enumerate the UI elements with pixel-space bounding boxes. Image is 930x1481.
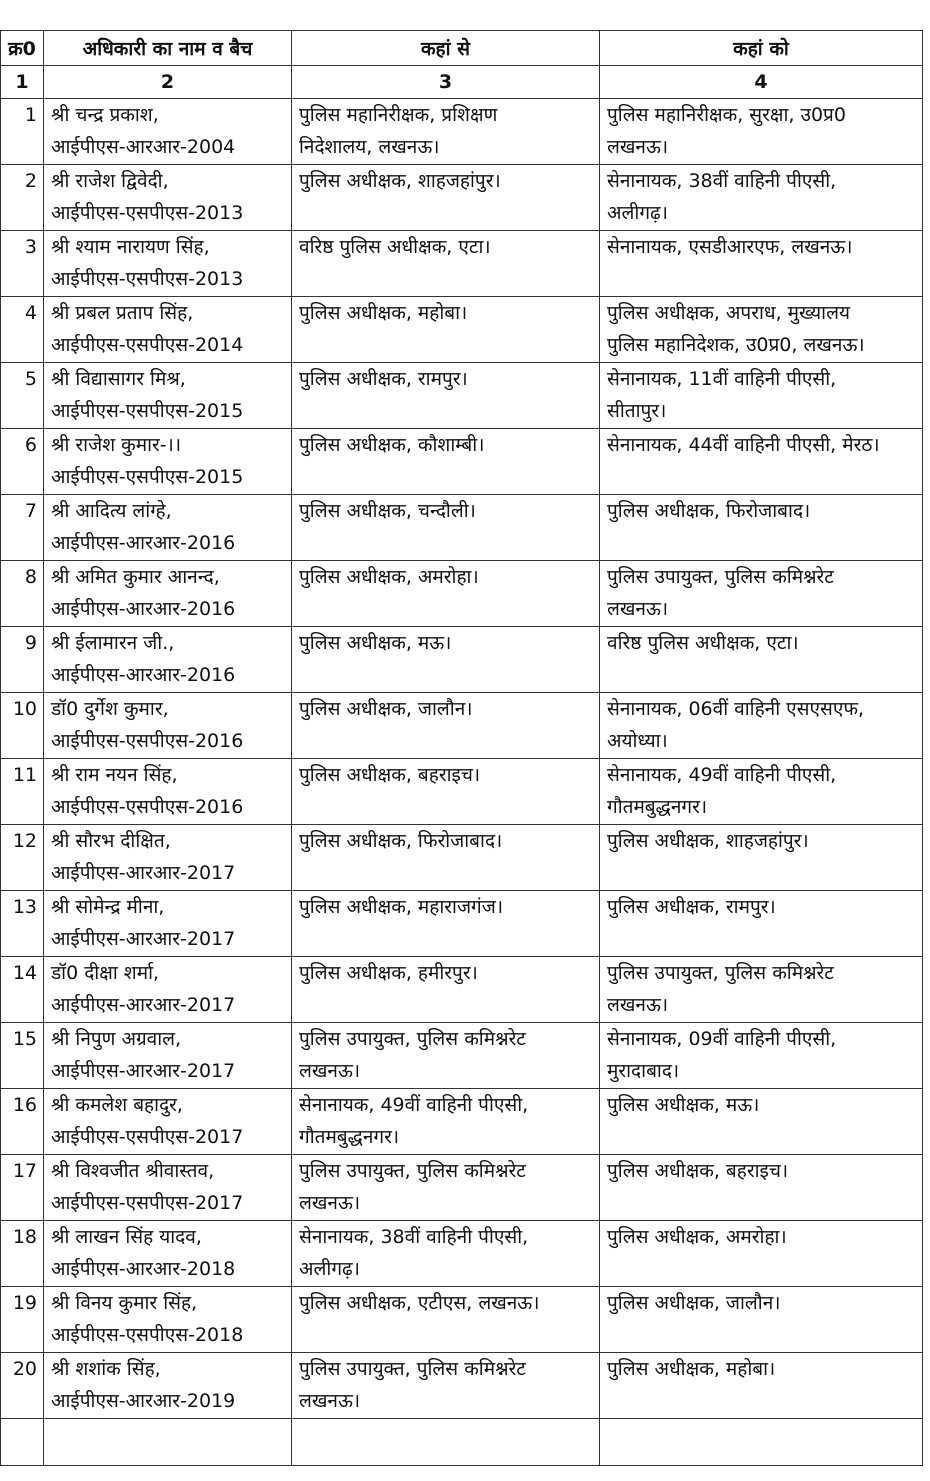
posted-from-cell (292, 165, 600, 231)
officer-name-line: श्री चन्द्र प्रकाश, (51, 104, 159, 126)
officer-name-line: आईपीएस-आरआर-2004 (51, 136, 236, 158)
officer-name-line: श्री राजेश कुमार-।। (51, 434, 182, 456)
posted-to-cell (600, 891, 923, 957)
posted-to-line: सेनानायक, 06वीं वाहिनी एसएसएफ, (607, 698, 865, 720)
posted-to-cell (600, 363, 923, 429)
table-row (1, 495, 923, 561)
officer-name-line: श्री अमित कुमार आनन्द, (51, 566, 220, 588)
posted-to-cell (600, 429, 923, 495)
posted-from-line: पुलिस अधीक्षक, चन्दौली। (299, 500, 476, 522)
posted-from-cell (292, 429, 600, 495)
serial-cell (1, 231, 44, 297)
column-index: 2 (44, 66, 292, 99)
posted-to-cell (600, 297, 923, 363)
officer-name-cell (44, 429, 292, 495)
posted-from-cell (292, 759, 600, 825)
serial-number: 11 (12, 764, 37, 786)
posted-from-line: वरिष्ठ पुलिस अधीक्षक, एटा। (299, 236, 491, 258)
posted-to-cell (600, 99, 923, 165)
officer-name-line: श्री निपुण अग्रवाल, (51, 1028, 182, 1050)
serial-cell (1, 627, 44, 693)
serial-number: 20 (12, 1358, 37, 1380)
posted-from-cell (292, 957, 600, 1023)
officer-name-line: आईपीएस-एसपीएस-2014 (51, 334, 244, 356)
posted-to-cell (600, 759, 923, 825)
posted-from-line (299, 263, 599, 295)
posted-to-cell (600, 561, 923, 627)
officer-name-line: आईपीएस-एसपीएस-2013 (51, 202, 244, 224)
posted-to-line (607, 659, 922, 691)
posted-from-line: पुलिस अधीक्षक, शाहजहांपुर। (299, 170, 501, 192)
posted-from-line: लखनऊ। (299, 1060, 361, 1082)
serial-cell (1, 693, 44, 759)
posted-to-line: पुलिस अधीक्षक, अपराध, मुख्यालय (607, 302, 850, 324)
table-row (1, 825, 923, 891)
posted-from-line (299, 989, 599, 1021)
posted-from-cell (292, 627, 600, 693)
officer-name-line: श्री राम नयन सिंह, (51, 764, 178, 786)
officer-name-line: आईपीएस-आरआर-2016 (51, 664, 236, 686)
posted-to-cell (600, 693, 923, 759)
column-index: 4 (600, 66, 923, 99)
posted-to-line: सेनानायक, 38वीं वाहिनी पीएसी, (607, 170, 837, 192)
officer-name-line: आईपीएस-एसपीएस-2016 (51, 730, 244, 752)
posted-from-line (299, 593, 599, 625)
posted-from-line (299, 197, 599, 229)
table-row (1, 561, 923, 627)
officer-name-line: श्री शशांक सिंह, (51, 1358, 161, 1380)
officer-name-line: श्री सौरभ दीक्षित, (51, 830, 171, 852)
officer-name-cell (44, 627, 292, 693)
table-row (1, 429, 923, 495)
officer-name-cell (44, 1287, 292, 1353)
serial-number: 10 (12, 698, 37, 720)
posted-to-line: मुरादाबाद। (607, 1060, 680, 1082)
posted-from-cell (292, 363, 600, 429)
posted-to-line (607, 1121, 922, 1153)
posted-from-line: पुलिस अधीक्षक, फिरोजाबाद। (299, 830, 503, 852)
posted-from-cell (292, 1023, 600, 1089)
posted-to-line: लखनऊ। (607, 994, 669, 1016)
posted-to-line: सेनानायक, 44वीं वाहिनी पीएसी, मेरठ। (607, 434, 880, 456)
posted-to-line: अयोध्या। (607, 730, 668, 752)
officer-name-cell (44, 99, 292, 165)
posted-to-cell (600, 825, 923, 891)
officer-name-cell (44, 231, 292, 297)
officer-name-cell (44, 1089, 292, 1155)
serial-number: 14 (12, 962, 37, 984)
posted-from-line: पुलिस अधीक्षक, कौशाम्बी। (299, 434, 485, 456)
officer-name-line: आईपीएस-आरआर-2016 (51, 598, 236, 620)
posted-to-line (607, 527, 922, 559)
posted-to-line (607, 923, 922, 955)
table-row (1, 297, 923, 363)
serial-cell (1, 99, 44, 165)
table-row (1, 363, 923, 429)
serial-number: 4 (24, 302, 37, 324)
posted-to-line: पुलिस उपायुक्त, पुलिस कमिश्नरेट (607, 962, 834, 984)
table-row (1, 693, 923, 759)
serial-number: 12 (12, 830, 37, 852)
posted-to-cell (600, 165, 923, 231)
table-body (1, 99, 923, 1466)
header-to: कहां को (600, 31, 923, 66)
header-from: कहां से (292, 31, 600, 66)
posted-from-cell (292, 99, 600, 165)
empty-cell (1, 1419, 44, 1466)
officer-name-line: श्री राजेश द्विवेदी, (51, 170, 169, 192)
table-row (1, 891, 923, 957)
serial-number: 1 (24, 104, 37, 126)
posted-from-line: लखनऊ। (299, 1390, 361, 1412)
posted-to-line: पुलिस अधीक्षक, अमरोहा। (607, 1226, 787, 1248)
serial-cell (1, 891, 44, 957)
serial-cell (1, 297, 44, 363)
officer-name-line: श्री आदित्य लांग्हे, (51, 500, 172, 522)
header-serial: क्र0 (1, 31, 44, 66)
officer-name-cell (44, 1155, 292, 1221)
officer-name-line: आईपीएस-एसपीएस-2018 (51, 1324, 244, 1346)
serial-cell (1, 429, 44, 495)
table-row (1, 627, 923, 693)
officer-name-line: श्री प्रबल प्रताप सिंह, (51, 302, 194, 324)
table-row (1, 759, 923, 825)
serial-number: 17 (12, 1160, 37, 1182)
posted-to-line: पुलिस अधीक्षक, बहराइच। (607, 1160, 789, 1182)
officer-name-cell (44, 759, 292, 825)
posted-from-line: लखनऊ। (299, 1192, 361, 1214)
column-index: 3 (292, 66, 600, 99)
serial-cell (1, 1287, 44, 1353)
table-row (1, 165, 923, 231)
posted-to-line: पुलिस अधीक्षक, रामपुर। (607, 896, 776, 918)
officer-name-cell (44, 957, 292, 1023)
officer-name-line: आईपीएस-एसपीएस-2013 (51, 268, 244, 290)
posted-from-line: पुलिस महानिरीक्षक, प्रशिक्षण (299, 104, 498, 126)
posted-from-line: पुलिस उपायुक्त, पुलिस कमिश्नरेट (299, 1358, 526, 1380)
posted-from-cell (292, 1353, 600, 1419)
table-row (1, 1353, 923, 1419)
posted-from-line (299, 791, 599, 823)
serial-cell (1, 957, 44, 1023)
posted-from-line: पुलिस अधीक्षक, हमीरपुर। (299, 962, 478, 984)
serial-number: 9 (24, 632, 37, 654)
table-row (1, 1155, 923, 1221)
serial-cell (1, 825, 44, 891)
serial-number: 19 (12, 1292, 37, 1314)
empty-cell (292, 1419, 600, 1466)
officer-name-cell (44, 891, 292, 957)
posted-from-cell (292, 297, 600, 363)
posted-to-line: सेनानायक, 11वीं वाहिनी पीएसी, (607, 368, 837, 390)
posted-to-line (607, 1253, 922, 1285)
posted-to-line: पुलिस महानिरीक्षक, सुरक्षा, उ0प्र0 (607, 104, 846, 126)
officer-name-line: आईपीएस-एसपीएस-2017 (51, 1126, 244, 1148)
posted-to-cell (600, 1221, 923, 1287)
posted-to-cell (600, 1155, 923, 1221)
posted-to-line: वरिष्ठ पुलिस अधीक्षक, एटा। (607, 632, 799, 654)
serial-cell (1, 1089, 44, 1155)
transfer-list-table (0, 30, 923, 1466)
serial-cell (1, 1023, 44, 1089)
posted-from-cell (292, 825, 600, 891)
posted-from-line (299, 725, 599, 757)
officer-name-cell (44, 1023, 292, 1089)
serial-cell (1, 363, 44, 429)
serial-cell (1, 1155, 44, 1221)
posted-from-line: पुलिस उपायुक्त, पुलिस कमिश्नरेट (299, 1160, 526, 1182)
posted-to-line (607, 1187, 922, 1219)
serial-cell (1, 1221, 44, 1287)
officer-name-cell (44, 297, 292, 363)
posted-from-line (299, 329, 599, 361)
officer-name-cell (44, 1221, 292, 1287)
posted-from-cell (292, 1287, 600, 1353)
serial-number: 18 (12, 1226, 37, 1248)
officer-name-cell (44, 363, 292, 429)
serial-number: 5 (24, 368, 37, 390)
serial-number: 8 (24, 566, 37, 588)
posted-to-line (607, 857, 922, 889)
posted-from-line: पुलिस अधीक्षक, अमरोहा। (299, 566, 479, 588)
serial-cell (1, 165, 44, 231)
officer-name-line: आईपीएस-एसपीएस-2015 (51, 466, 244, 488)
posted-from-line: पुलिस उपायुक्त, पुलिस कमिश्नरेट (299, 1028, 526, 1050)
posted-to-line: पुलिस अधीक्षक, जालौन। (607, 1292, 781, 1314)
officer-name-line: श्री विश्वजीत श्रीवास्तव, (51, 1160, 215, 1182)
officer-name-line: आईपीएस-आरआर-2019 (51, 1390, 236, 1412)
posted-from-line: सेनानायक, 49वीं वाहिनी पीएसी, (299, 1094, 529, 1116)
posted-from-line (299, 527, 599, 559)
posted-from-line (299, 923, 599, 955)
officer-name-line: आईपीएस-आरआर-2018 (51, 1258, 236, 1280)
table-row (1, 957, 923, 1023)
table-row (1, 1089, 923, 1155)
officer-name-line: श्री ईलामारन जी., (51, 632, 175, 654)
serial-number: 6 (24, 434, 37, 456)
officer-name-cell (44, 165, 292, 231)
posted-from-line (299, 857, 599, 889)
posted-to-line: पुलिस अधीक्षक, महोबा। (607, 1358, 776, 1380)
posted-to-line: पुलिस महानिदेशक, उ0प्र0, लखनऊ। (607, 334, 865, 356)
posted-from-line: पुलिस अधीक्षक, महोबा। (299, 302, 468, 324)
officer-name-cell (44, 495, 292, 561)
header-row (1, 31, 923, 66)
serial-number: 3 (24, 236, 37, 258)
empty-cell (44, 1419, 292, 1466)
posted-from-line: गौतमबुद्धनगर। (299, 1126, 400, 1148)
officer-name-line: श्री कमलेश बहादुर, (51, 1094, 183, 1116)
posted-to-line: सेनानायक, 49वीं वाहिनी पीएसी, (607, 764, 837, 786)
officer-name-line: श्री श्याम नारायण सिंह, (51, 236, 210, 258)
posted-from-cell (292, 231, 600, 297)
table-row (1, 1221, 923, 1287)
posted-from-line (299, 461, 599, 493)
officer-name-cell (44, 561, 292, 627)
posted-to-cell (600, 231, 923, 297)
officer-name-line: श्री विद्यासागर मिश्र, (51, 368, 186, 390)
serial-number: 15 (12, 1028, 37, 1050)
empty-row (1, 1419, 923, 1466)
officer-name-line: श्री विनय कुमार सिंह, (51, 1292, 198, 1314)
posted-from-line: पुलिस अधीक्षक, जालौन। (299, 698, 473, 720)
serial-cell (1, 759, 44, 825)
officer-name-line: आईपीएस-आरआर-2016 (51, 532, 236, 554)
posted-to-line: पुलिस उपायुक्त, पुलिस कमिश्नरेट (607, 566, 834, 588)
table-row (1, 1023, 923, 1089)
posted-from-cell (292, 495, 600, 561)
officer-name-line: श्री सोमेन्द्र मीना, (51, 896, 165, 918)
officer-name-line: डॉ0 दीक्षा शर्मा, (51, 962, 160, 984)
column-index: 1 (1, 66, 44, 99)
officer-name-line: श्री लाखन सिंह यादव, (51, 1226, 202, 1248)
serial-cell (1, 1353, 44, 1419)
table-row (1, 1287, 923, 1353)
officer-name-cell (44, 825, 292, 891)
posted-to-line: लखनऊ। (607, 136, 669, 158)
officer-name-line: आईपीएस-आरआर-2017 (51, 928, 236, 950)
serial-number: 13 (12, 896, 37, 918)
posted-from-cell (292, 693, 600, 759)
table-row (1, 231, 923, 297)
officer-name-line: आईपीएस-एसपीएस-2016 (51, 796, 244, 818)
serial-number: 2 (24, 170, 37, 192)
posted-from-line: पुलिस अधीक्षक, मऊ। (299, 632, 452, 654)
serial-number: 7 (24, 500, 37, 522)
posted-to-cell (600, 627, 923, 693)
posted-from-cell (292, 891, 600, 957)
posted-from-cell (292, 561, 600, 627)
posted-from-cell (292, 1155, 600, 1221)
posted-to-line: सेनानायक, 09वीं वाहिनी पीएसी, (607, 1028, 837, 1050)
column-index-row (1, 66, 923, 99)
posted-to-line: लखनऊ। (607, 598, 669, 620)
posted-to-cell (600, 1023, 923, 1089)
posted-to-cell (600, 1287, 923, 1353)
posted-from-line (299, 1319, 599, 1351)
posted-to-line: सेनानायक, एसडीआरएफ, लखनऊ। (607, 236, 853, 258)
posted-from-line: पुलिस अधीक्षक, बहराइच। (299, 764, 481, 786)
posted-from-line: सेनानायक, 38वीं वाहिनी पीएसी, (299, 1226, 529, 1248)
posted-to-cell (600, 957, 923, 1023)
posted-from-line: अलीगढ़। (299, 1258, 360, 1280)
serial-cell (1, 495, 44, 561)
posted-to-cell (600, 1089, 923, 1155)
posted-to-line: अलीगढ़। (607, 202, 668, 224)
serial-number: 16 (12, 1094, 37, 1116)
posted-to-line (607, 1385, 922, 1417)
posted-to-line: सीतापुर। (607, 400, 667, 422)
posted-to-line: पुलिस अधीक्षक, फिरोजाबाद। (607, 500, 811, 522)
posted-from-line: पुलिस अधीक्षक, महाराजगंज। (299, 896, 504, 918)
posted-from-cell (292, 1221, 600, 1287)
officer-name-cell (44, 693, 292, 759)
officer-name-line: आईपीएस-आरआर-2017 (51, 994, 236, 1016)
table-row (1, 99, 923, 165)
posted-from-cell (292, 1089, 600, 1155)
header-officer-name: अधिकारी का नाम व बैच (44, 31, 292, 66)
posted-to-line (607, 263, 922, 295)
posted-from-line: पुलिस अधीक्षक, एटीएस, लखनऊ। (299, 1292, 540, 1314)
officer-name-line: डॉ0 दुर्गेश कुमार, (51, 698, 169, 720)
posted-to-cell (600, 1353, 923, 1419)
empty-cell (600, 1419, 923, 1466)
posted-from-line: पुलिस अधीक्षक, रामपुर। (299, 368, 468, 390)
posted-to-cell (600, 495, 923, 561)
posted-to-line: पुलिस अधीक्षक, शाहजहांपुर। (607, 830, 809, 852)
officer-name-line: आईपीएस-आरआर-2017 (51, 862, 236, 884)
posted-to-line: गौतमबुद्धनगर। (607, 796, 708, 818)
posted-to-line (607, 461, 922, 493)
officer-name-line: आईपीएस-एसपीएस-2015 (51, 400, 244, 422)
officer-name-cell (44, 1353, 292, 1419)
officer-name-line: आईपीएस-एसपीएस-2017 (51, 1192, 244, 1214)
officer-name-line: आईपीएस-आरआर-2017 (51, 1060, 236, 1082)
serial-cell (1, 561, 44, 627)
posted-from-line (299, 659, 599, 691)
posted-from-line (299, 395, 599, 427)
posted-to-line (607, 1319, 922, 1351)
posted-from-line: निदेशालय, लखनऊ। (299, 136, 440, 158)
posted-to-line: पुलिस अधीक्षक, मऊ। (607, 1094, 760, 1116)
